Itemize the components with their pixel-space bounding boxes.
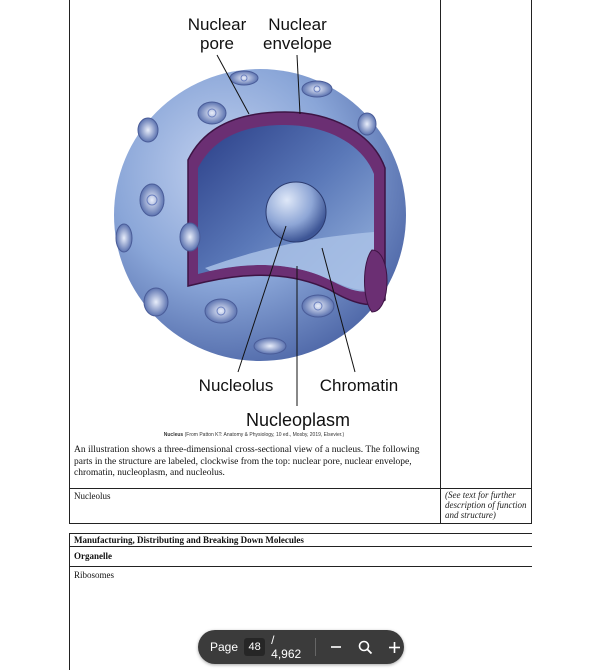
envelope-fold xyxy=(365,250,388,312)
label-nucleolus: Nucleolus xyxy=(198,376,274,395)
zoom-fit-button[interactable] xyxy=(356,637,375,657)
magnifier-icon xyxy=(358,640,373,655)
zoom-in-button[interactable] xyxy=(385,637,404,657)
zoom-out-button[interactable] xyxy=(326,637,345,657)
figure-caption: An illustration shows a three-dimensional cross-sectional view of a nucleus. The following parts in the structure are labeled, clockwise from the top: nuclear pore, nuclear envelope, chromatin, nucleoplasm, and nucleolus. xyxy=(74,445,420,479)
row-nucleolus-name: Nucleolus xyxy=(74,491,111,501)
label-nuclear-pore: Nuclear pore xyxy=(187,15,247,54)
page-label: Page xyxy=(210,640,239,654)
label-nucleoplasm: Nucleoplasm xyxy=(245,410,351,430)
credit-source: (From Patton KT: Anatomy & Physiology, 10 ed., Mosby, 2019, Elsevier.) xyxy=(184,432,345,438)
toolbar-divider xyxy=(315,638,316,656)
page-number-input[interactable]: 48 xyxy=(244,638,265,656)
label-chromatin: Chromatin xyxy=(319,376,399,395)
row-nucleolus-note: (See text for further description of function and structure) xyxy=(445,490,527,521)
figure-credit xyxy=(70,432,438,438)
minus-icon xyxy=(330,641,342,653)
section-heading: Manufacturing, Distributing and Breaking Down Molecules xyxy=(74,535,304,545)
plus-icon xyxy=(388,641,401,654)
row-ribosomes-name: Ribosomes xyxy=(74,570,115,580)
column-header-organelle: Organelle xyxy=(74,551,112,561)
credit-title: Nucleus xyxy=(163,432,184,438)
nucleolus xyxy=(266,182,326,242)
page-toolbar xyxy=(198,630,404,664)
total-pages: / 4,962 xyxy=(271,633,302,661)
label-nuclear-envelope: Nuclear envelope xyxy=(262,15,332,54)
